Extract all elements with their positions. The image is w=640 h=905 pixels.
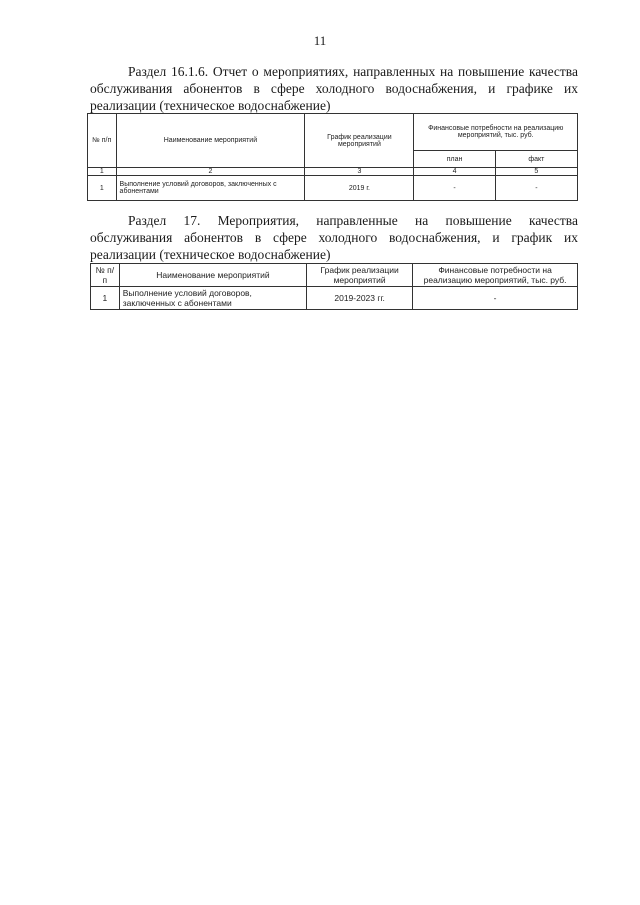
header-schedule: График реализации мероприятий	[305, 114, 414, 168]
row-num: 1	[91, 287, 120, 310]
column-index: 5	[495, 168, 577, 176]
row-plan: -	[414, 176, 495, 201]
header-finance: Финансовые потребности на реализацию мероприятий, тыс. руб.	[414, 114, 578, 151]
column-index: 2	[116, 168, 305, 176]
row-finance: -	[413, 287, 578, 310]
row-num: 1	[88, 176, 117, 201]
section-16-table	[87, 113, 578, 201]
header-name: Наименование мероприятий	[116, 114, 305, 168]
row-name: Выполнение условий договоров, заключенных с абонентами	[116, 176, 305, 201]
row-name: Выполнение условий договоров, заключенных с абонентами	[119, 287, 306, 310]
header-num: № п/п	[91, 264, 120, 287]
section-17-table	[90, 263, 578, 310]
column-index: 4	[414, 168, 495, 176]
row-schedule: 2019-2023 гг.	[307, 287, 413, 310]
section-17-heading: Раздел 17. Мероприятия, направленные на повышение качества обслуживания абонентов в сфере холодного водоснабжения, и график их реализации (техническое водоснабжение)	[90, 213, 578, 262]
row-fact: -	[495, 176, 577, 201]
section-16-heading: Раздел 16.1.6. Отчет о мероприятиях, направленных на повышение качества обслуживания абонентов в сфере холодного водоснабжения, и графике их реализации (техническое водоснабжение)	[90, 64, 578, 113]
header-plan: план	[414, 151, 495, 168]
header-finance: Финансовые потребности на реализацию мероприятий, тыс. руб.	[413, 264, 578, 287]
column-index: 3	[305, 168, 414, 176]
column-index-row	[88, 168, 578, 176]
row-schedule: 2019 г.	[305, 176, 414, 201]
header-fact: факт	[495, 151, 577, 168]
header-name: Наименование мероприятий	[119, 264, 306, 287]
header-num: № п/п	[88, 114, 117, 168]
table-row	[88, 176, 578, 201]
table-row	[91, 287, 578, 310]
header-schedule: График реализации мероприятий	[307, 264, 413, 287]
column-index: 1	[88, 168, 117, 176]
page-number: 11	[313, 33, 327, 48]
